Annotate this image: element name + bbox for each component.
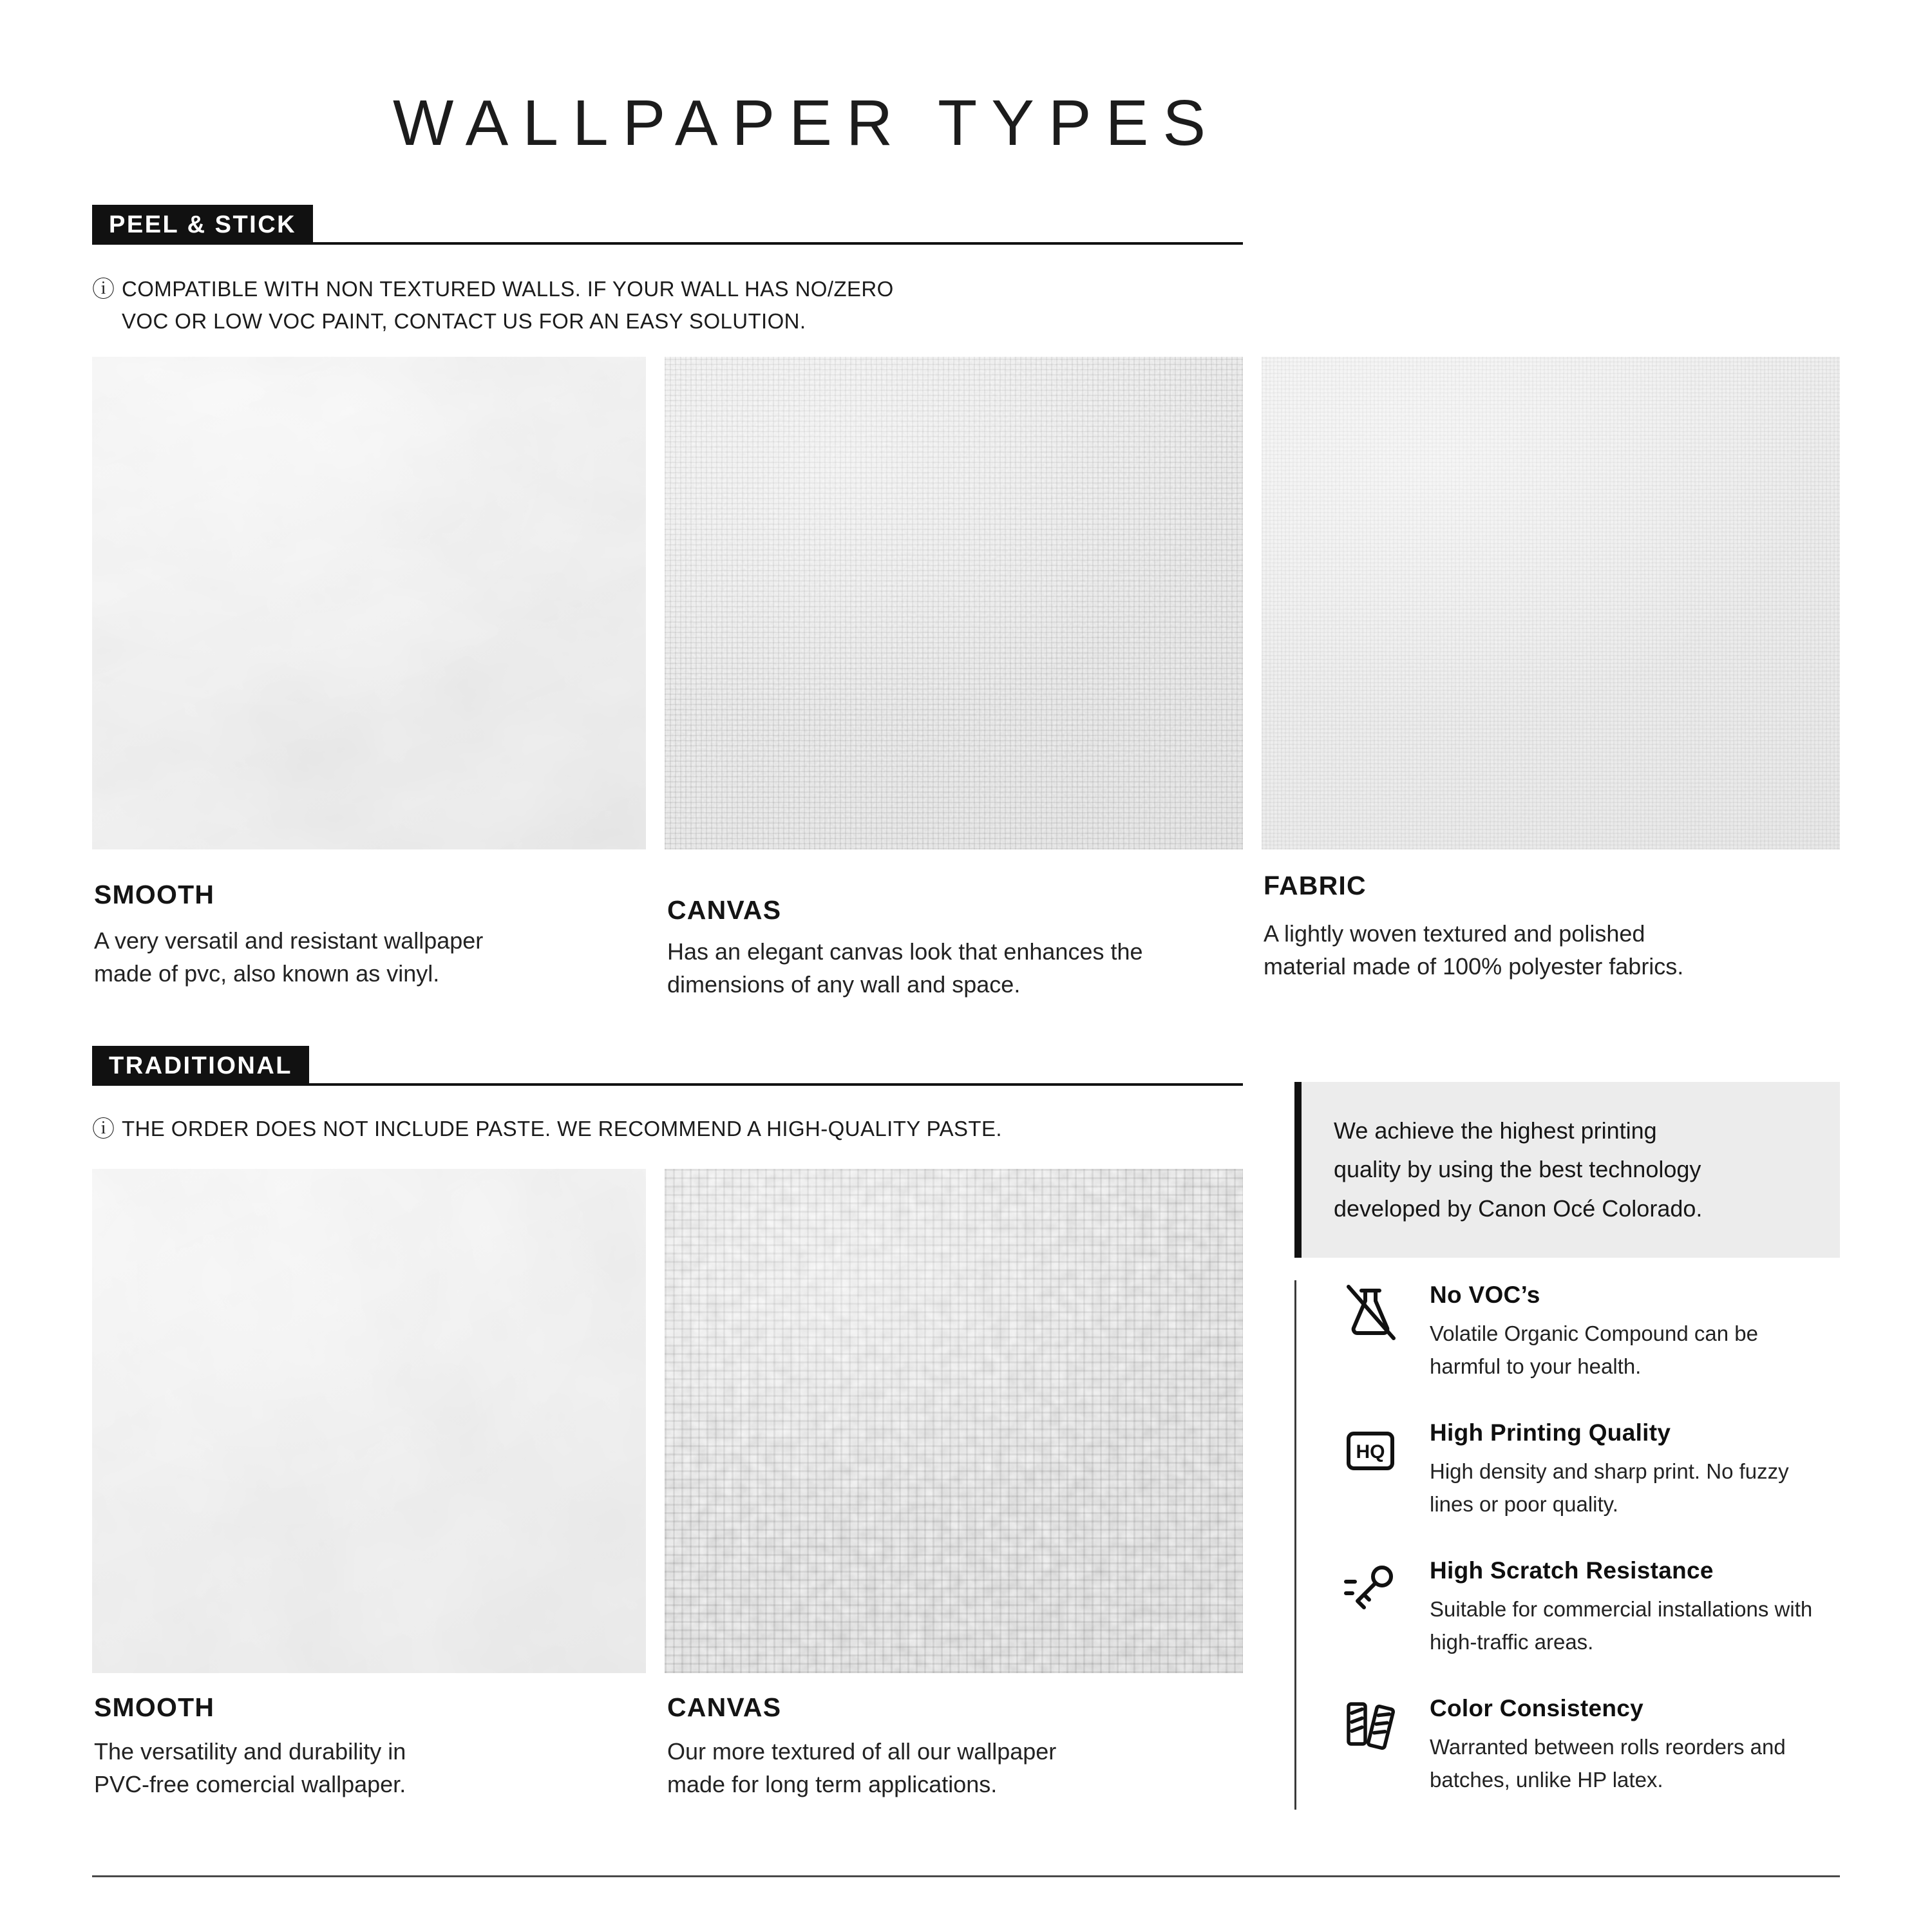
- info-icon: ⓘ: [92, 277, 115, 302]
- section-divider-traditional: [92, 1083, 1243, 1086]
- swatch-description: A very versatil and resistant wallpaper made of pvc, also known as vinyl.: [94, 927, 484, 987]
- hq-icon-label: HQ: [1356, 1441, 1385, 1463]
- printing-quality-highlight: [1294, 1082, 1840, 1258]
- texture-swatch-traditional-canvas: [665, 1169, 1243, 1673]
- feature-title: Color Consistency: [1430, 1695, 1643, 1721]
- peel-stick-note: [92, 273, 972, 337]
- highlight-line: quality by using the best technology: [1334, 1156, 1701, 1183]
- swatch-label-fabric: FABRIC: [1264, 871, 1367, 900]
- swatch-description: Has an elegant canvas look that enhances the dimensions of any wall and space.: [667, 938, 1143, 998]
- section-badge-traditional: TRADITIONAL: [92, 1046, 309, 1084]
- feature-no-voc: [1338, 1280, 1842, 1383]
- feature-color-consistency: [1338, 1694, 1842, 1796]
- texture-swatch-peel-canvas: [665, 357, 1243, 849]
- highlight-line: developed by Canon Océ Colorado.: [1334, 1195, 1703, 1222]
- section-divider-peel-stick: [92, 242, 1243, 245]
- highlight-line: We achieve the highest printing: [1334, 1117, 1657, 1144]
- feature-high-printing-quality: [1338, 1418, 1842, 1520]
- traditional-note: [92, 1113, 1294, 1145]
- no-voc-icon: [1338, 1280, 1403, 1345]
- note-line: COMPATIBLE WITH NON TEXTURED WALLS. IF YOUR WALL HAS NO/ZERO: [122, 277, 894, 301]
- texture-swatch-peel-fabric: [1262, 357, 1840, 849]
- texture-swatch-traditional-smooth: [92, 1169, 646, 1673]
- feature-description: Suitable for commercial installations with high-traffic areas.: [1430, 1597, 1813, 1654]
- key-scratch-icon: [1338, 1556, 1403, 1620]
- feature-title: High Printing Quality: [1430, 1419, 1671, 1446]
- bottom-divider: [92, 1875, 1840, 1877]
- hq-icon: [1338, 1418, 1403, 1482]
- swatch-label-canvas: CANVAS: [667, 895, 782, 925]
- swatch-label-canvas-traditional: CANVAS: [667, 1692, 782, 1722]
- note-line: VOC OR LOW VOC PAINT, CONTACT US FOR AN EASY SOLUTION.: [122, 309, 806, 334]
- feature-title: No VOC’s: [1430, 1282, 1540, 1308]
- feature-description: High density and sharp print. No fuzzy lines or poor quality.: [1430, 1459, 1789, 1517]
- features-divider-line: [1294, 1280, 1296, 1810]
- swatch-label-smooth-traditional: SMOOTH: [94, 1692, 215, 1722]
- texture-swatch-peel-smooth: [92, 357, 646, 849]
- feature-description: Warranted between rolls reorders and batches, unlike HP latex.: [1430, 1735, 1786, 1792]
- swatch-label-smooth: SMOOTH: [94, 880, 215, 909]
- page-title: WALLPAPER TYPES: [392, 87, 1220, 159]
- feature-high-scratch-resistance: [1338, 1556, 1842, 1658]
- feature-description: Volatile Organic Compound can be harmful to your health.: [1430, 1321, 1758, 1379]
- swatch-description: Our more textured of all our wallpaper made for long term applications.: [667, 1738, 1057, 1798]
- section-badge-peel-stick: PEEL & STICK: [92, 205, 313, 243]
- swatch-description: The versatility and durability in PVC-free comercial wallpaper.: [94, 1738, 406, 1798]
- color-swatches-icon: [1338, 1694, 1403, 1758]
- feature-title: High Scratch Resistance: [1430, 1557, 1714, 1584]
- swatch-description: A lightly woven textured and polished material made of 100% polyester fabrics.: [1264, 920, 1684, 980]
- info-icon: ⓘ: [92, 1117, 115, 1142]
- note-line: THE ORDER DOES NOT INCLUDE PASTE. WE RECOMMEND A HIGH-QUALITY PASTE.: [122, 1117, 1002, 1141]
